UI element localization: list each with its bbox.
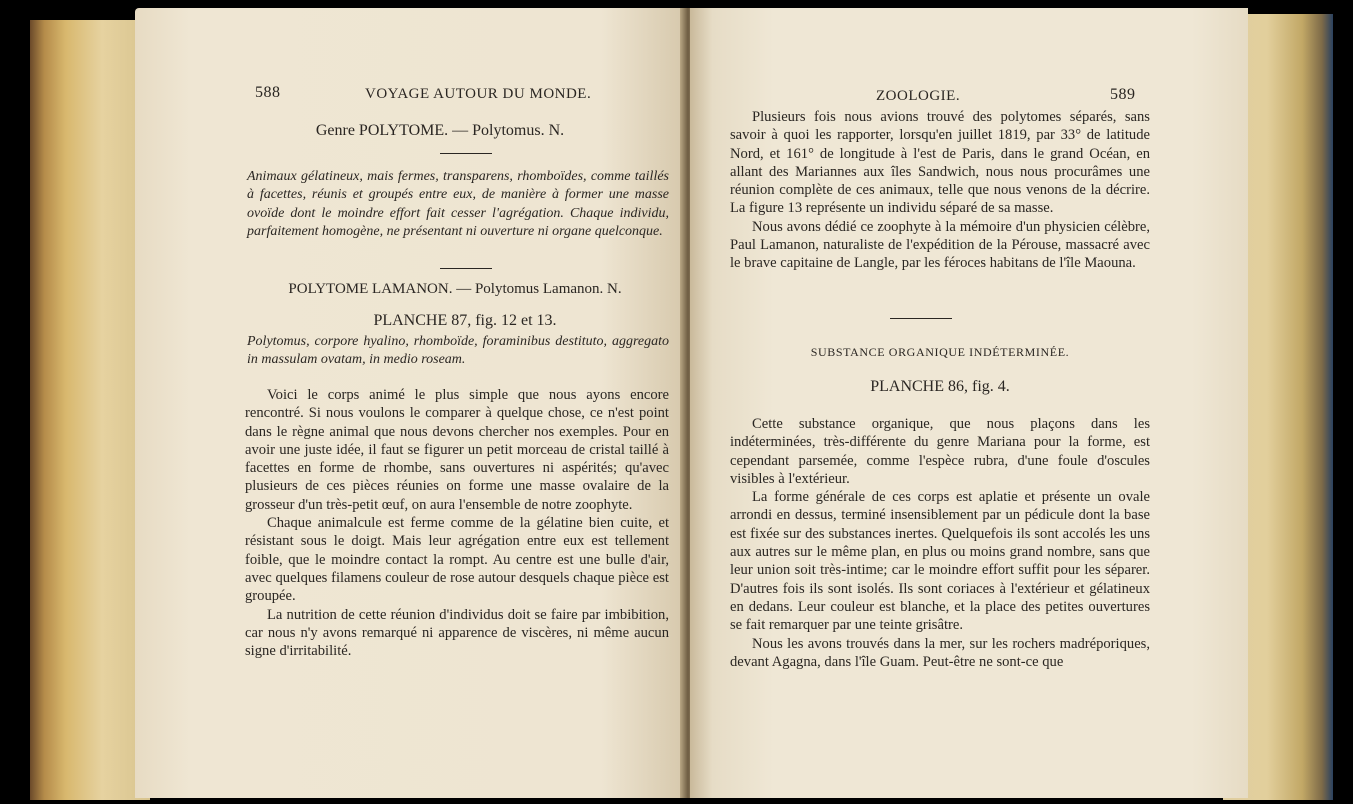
section-heading: SUBSTANCE ORGANIQUE INDÉTERMINÉE. [810, 345, 1070, 359]
left-running-head: VOYAGE AUTOUR DU MONDE. [365, 86, 592, 102]
divider [440, 268, 492, 269]
latin-diagnosis: Polytomus, corpore hyalino, rhomboïde, foraminibus destituto, aggregato in massulam ovatam, in medio roseam. [247, 334, 669, 368]
left-page-stack [30, 20, 150, 800]
body-text [245, 386, 669, 660]
genus-description: Animaux gélatineux, mais fermes, transparens, rhomboïdes, comme taillés à facettes, réunis et groupés entre eux, de manière à former une masse ovoïde dont le moindre effort fait cesser l'agrégation. Chaque individu, parfaitement homogène, ne présentant ni ouverture ni organe quelconque. [247, 169, 669, 239]
paragraph: La nutrition de cette réunion d'individus doit se faire par imbibition, car nous n'y avons remarqué ni apparence de viscères, ni même aucun signe d'irritabilité. [245, 606, 669, 660]
plate-reference: PLANCHE 87, fig. 12 et 13. [373, 312, 557, 329]
divider [890, 318, 952, 319]
paragraph: Voici le corps animé le plus simple que nous ayons encore rencontré. Si nous voulons le comparer à quelque chose, ce n'est point dans le règne animal que nous devons chercher nos exemples. Pour en avoir une juste idée, il faut se figurer un petit morceau de cristal taillé à facettes en forme de rhombe, sans ouvertures ni aspérités; qu'avec plusieurs de ces pièces réunies on forme une masse ovalaire de la grosseur d'un très-petit œuf, on aura l'ensemble de notre zoophyte. [245, 387, 669, 513]
right-page [690, 8, 1248, 798]
right-running-head: ZOOLOGIE. [876, 88, 961, 104]
paragraph: La forme générale de ces corps est aplatie et présente un ovale arrondi en dessus, terminé insensiblement par un pédicule dont la base est fixée sur des substances inertes. Quelquefois ils sont accolés les uns aux autres sur le même plan, en plus ou moins grand nombre, sans que leur union soit très-intime; car le moindre effort suffit pour les séparer. D'autres fois ils sont isolés. Ils sont coriaces à l'extérieur et gélatineux en dedans. Leur couleur est blanche, et la place des petites ouvertures se fait remarquer par une teinte grisâtre. [730, 489, 1150, 634]
left-page [135, 8, 683, 798]
genus-heading: Genre POLYTOME. — Polytomus. N. [315, 122, 565, 139]
plate-reference: PLANCHE 86, fig. 4. [870, 378, 1010, 395]
species-heading: POLYTOME LAMANON. — Polytomus Lamanon. N. [288, 281, 622, 297]
divider [440, 153, 492, 154]
paragraph: Nous avons dédié ce zoophyte à la mémoire d'un physicien célèbre, Paul Lamanon, naturaliste de l'expédition de la Pérouse, massacré avec le brave capitaine de Langle, par les féroces habitans de l'île Maouna. [730, 218, 1150, 272]
right-page-number: 589 [1110, 86, 1136, 103]
paragraph: Cette substance organique, que nous plaçons dans les indéterminées, très-différente du genre Mariana pour la forme, est cependant parsemée, comme l'espèce rubra, d'une foule d'oscules visibles à l'extérieur. [730, 416, 1150, 487]
left-page-number: 588 [255, 84, 281, 101]
body-text-top [730, 108, 1150, 273]
paragraph: Plusieurs fois nous avions trouvé des polytomes séparés, sans savoir à quoi les rapporter, lorsqu'en juillet 1819, par 33° de latitude Nord, et 161° de longitude à l'est de Paris, dans le grand Océan, en allant des Mariannes aux îles Sandwich, nous nous procurâmes une réunion complète de ces animaux, telle que nous venons de la décrire. La figure 13 représente un individu séparé de sa masse. [730, 109, 1150, 217]
paragraph: Chaque animalcule est ferme comme de la gélatine bien cuite, et résistant sous le doigt. Mais leur agrégation entre eux est tellement foible, que le moindre contact la rompt. Au centre est une bulle d'air, avec quelques filamens couleur de rose autour desquels chaque pièce est groupée. [245, 515, 669, 605]
body-text-bottom [730, 415, 1150, 671]
paragraph: Nous les avons trouvés dans la mer, sur les rochers madréporiques, devant Agagna, dans l'île Guam. Peut-être ne sont-ce que [730, 635, 1150, 670]
